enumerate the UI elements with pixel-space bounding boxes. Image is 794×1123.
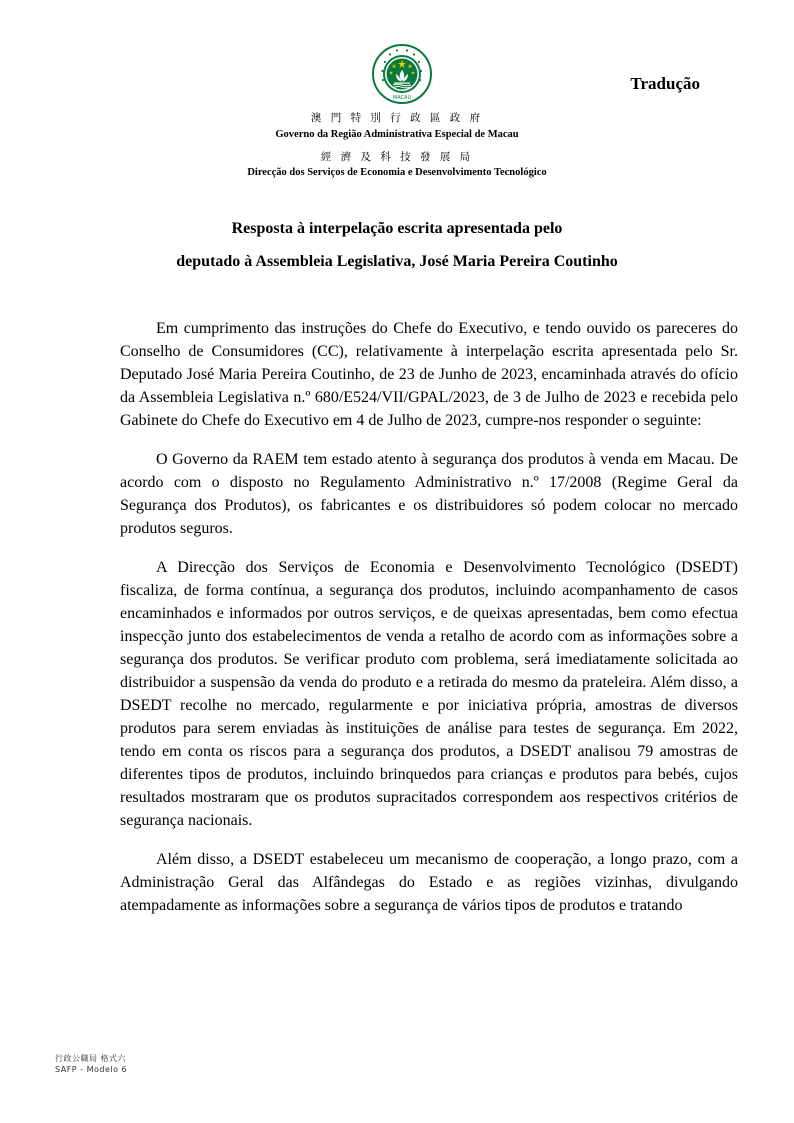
body-paragraph: Em cumprimento das instruções do Chefe do Executivo, e tendo ouvido os pareceres do Conselho de Consumidores (CC), relativamente à interpelação escrita apresentada pelo Sr. Deputado José Maria Pereira Coutinho, de 23 de Junho de 2023, encaminhada através do ofício da Assembleia Legislativa n.º 680/E524/VII/GPAL/2023, de 3 de Julho de 2023 e recebida pelo Gabinete do Chefe do Executivo em 4 de Julho de 2023, cumpre-nos responder o seguinte:: [120, 320, 738, 429]
body-paragraph: O Governo da RAEM tem estado atento à segurança dos produtos à venda em Macau. De acordo com o disposto no Regulamento Administrativo n.º 17/2008 (Regime Geral da Segurança dos Produtos), os fabricantes e os distribuidores só podem colocar no mercado produtos seguros.: [120, 451, 738, 537]
macau-emblem-icon: [372, 44, 432, 104]
body-paragraph: Além disso, a DSEDT estabeleceu um mecanismo de cooperação, a longo prazo, com a Administração Geral das Alfândegas do Estado e as regiões vizinhas, divulgando atempadamente as informações sobre a segurança de vários tipos de produtos e tratando: [120, 851, 738, 914]
government-name-portuguese: Governo da Região Administrativa Especial de Macau: [275, 129, 519, 140]
svg-text:MACAU: MACAU: [392, 95, 412, 101]
form-footer: [55, 1053, 127, 1075]
department-name-chinese: 經 濟 及 科 技 發 展 局: [320, 151, 474, 163]
department-name-portuguese: Direcção dos Serviços de Economia e Desenvolvimento Tecnológico: [247, 167, 547, 178]
footer-form-code-chinese: 行政公職局 格式六: [55, 1054, 127, 1063]
translation-label: Tradução: [630, 74, 700, 93]
footer-form-code: SAFP - Modelo 6: [55, 1065, 128, 1074]
document-title-line-1: Resposta à interpelação escrita apresentada pelo: [231, 220, 563, 237]
document-title-line-2: deputado à Assembleia Legislativa, José Maria Pereira Coutinho: [176, 253, 618, 270]
document-body: [120, 317, 738, 933]
body-paragraph: A Direcção dos Serviços de Economia e Desenvolvimento Tecnológico (DSEDT) fiscaliza, de forma contínua, a segurança dos produtos, incluindo acompanhamento de casos encaminhados e informados por outros serviços, e de queixas apresentadas, bem como efectua inspecção junto dos estabelecimentos de venda a retalho de acordo com as informações sobre a segurança dos produtos. Se verificar produto com problema, será imediatamente solicitada ao distribuidor a suspensão da venda do produto e a retirada do mesmo da prateleira. Além disso, a DSEDT recolhe no mercado, regularmente e por iniciativa própria, amostras de diversos produtos para serem enviadas às instituições de análise para testes de segurança. Em 2022, tendo em conta os riscos para a segurança dos produtos, a DSEDT analisou 79 amostras de diferentes tipos de produtos, incluindo brinquedos para crianças e produtos para bebés, cujos resultados mostraram que os produtos supracitados correspondem aos respectivos critérios de segurança nacionais.: [120, 559, 738, 829]
government-name-chinese: 澳 門 特 別 行 政 區 政 府: [310, 112, 484, 124]
